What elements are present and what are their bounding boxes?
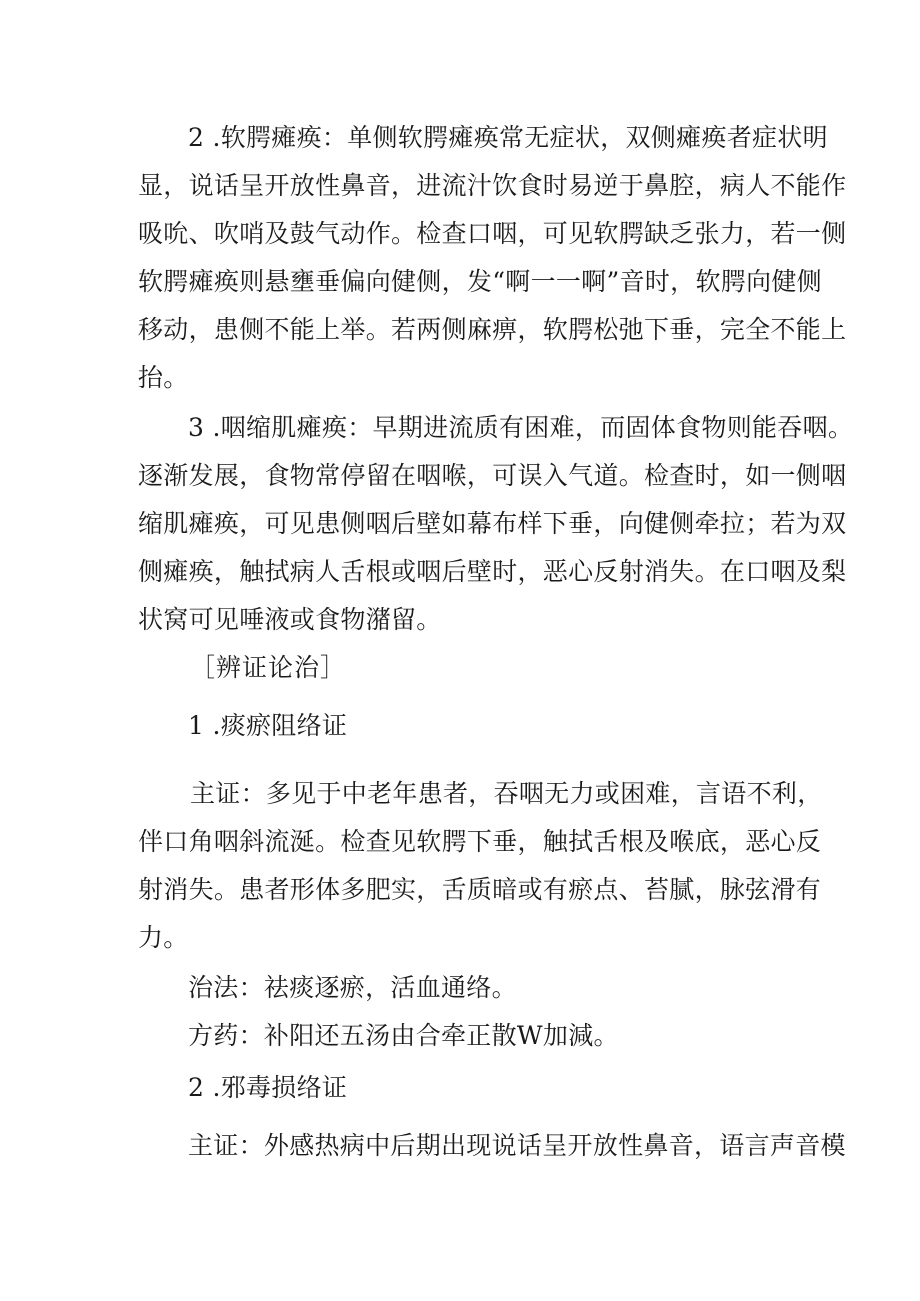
paragraph-line: 主证：多见于中老年患者，吞咽无力或困难，言语不利， bbox=[190, 779, 823, 808]
prescription-line: 方药：补阳还五汤由合牵正散W加減。 bbox=[188, 1021, 619, 1050]
paragraph-line: 吸吮、吹哨及鼓气动作。检查口咽，可见软腭缺乏张力，若一侧 bbox=[138, 219, 847, 248]
paragraph-line: 软腭瘫痪则悬壅垂偏向健侧，发“啊一一啊”音时，软腭向健侧 bbox=[138, 267, 822, 296]
syndrome-title: 1 .痰瘀阻络证 bbox=[188, 711, 348, 740]
paragraph-line: 伴口角咽斜流涎。检查见软腭下垂，触拭舌根及喉底，恶心反 bbox=[138, 827, 822, 856]
paragraph-line: 状窝可见唾液或食物潴留。 bbox=[138, 605, 442, 634]
section-heading: ［辨证论治］ bbox=[190, 653, 347, 682]
paragraph-line: 抬。 bbox=[138, 363, 189, 392]
paragraph-line: 显，说话呈开放性鼻音，进流汁饮食时易逆于鼻腔，病人不能作 bbox=[138, 171, 847, 200]
paragraph-line: 力。 bbox=[138, 923, 189, 952]
paragraph-line: 主证：外感热病中后期出现说话呈开放性鼻音，语言声音模 bbox=[188, 1131, 846, 1160]
paragraph-line: 移动，患侧不能上举。若两侧麻痹，软腭松弛下垂，完全不能上 bbox=[138, 315, 847, 344]
paragraph-line: 逐渐发展，食物常停留在咽喉，可误入气道。检查时，如一侧咽 bbox=[138, 461, 847, 490]
paragraph-line: 射消失。患者形体多肥实，舌质暗或有瘀点、苔腻，脉弦滑有 bbox=[138, 875, 822, 904]
paragraph-line: 2 .软腭瘫痪：单侧软腭瘫痪常无症状，双侧瘫痪者症状明 bbox=[188, 123, 828, 152]
paragraph-line: 侧瘫痪，触拭病人舌根或咽后壁时，恶心反射消失。在口咽及梨 bbox=[138, 557, 847, 586]
treatment-line: 治法：祛痰逐瘀，活血通络。 bbox=[188, 973, 517, 1002]
paragraph-line: 3 .咽缩肌瘫痪：早期进流质有困难，而固体食物则能吞咽。 bbox=[188, 413, 854, 442]
paragraph-line: 缩肌瘫痪，可见患侧咽后壁如幕布样下垂，向健侧牵拉；若为双 bbox=[138, 509, 847, 538]
syndrome-title: 2 .邪毒损络证 bbox=[188, 1073, 348, 1102]
